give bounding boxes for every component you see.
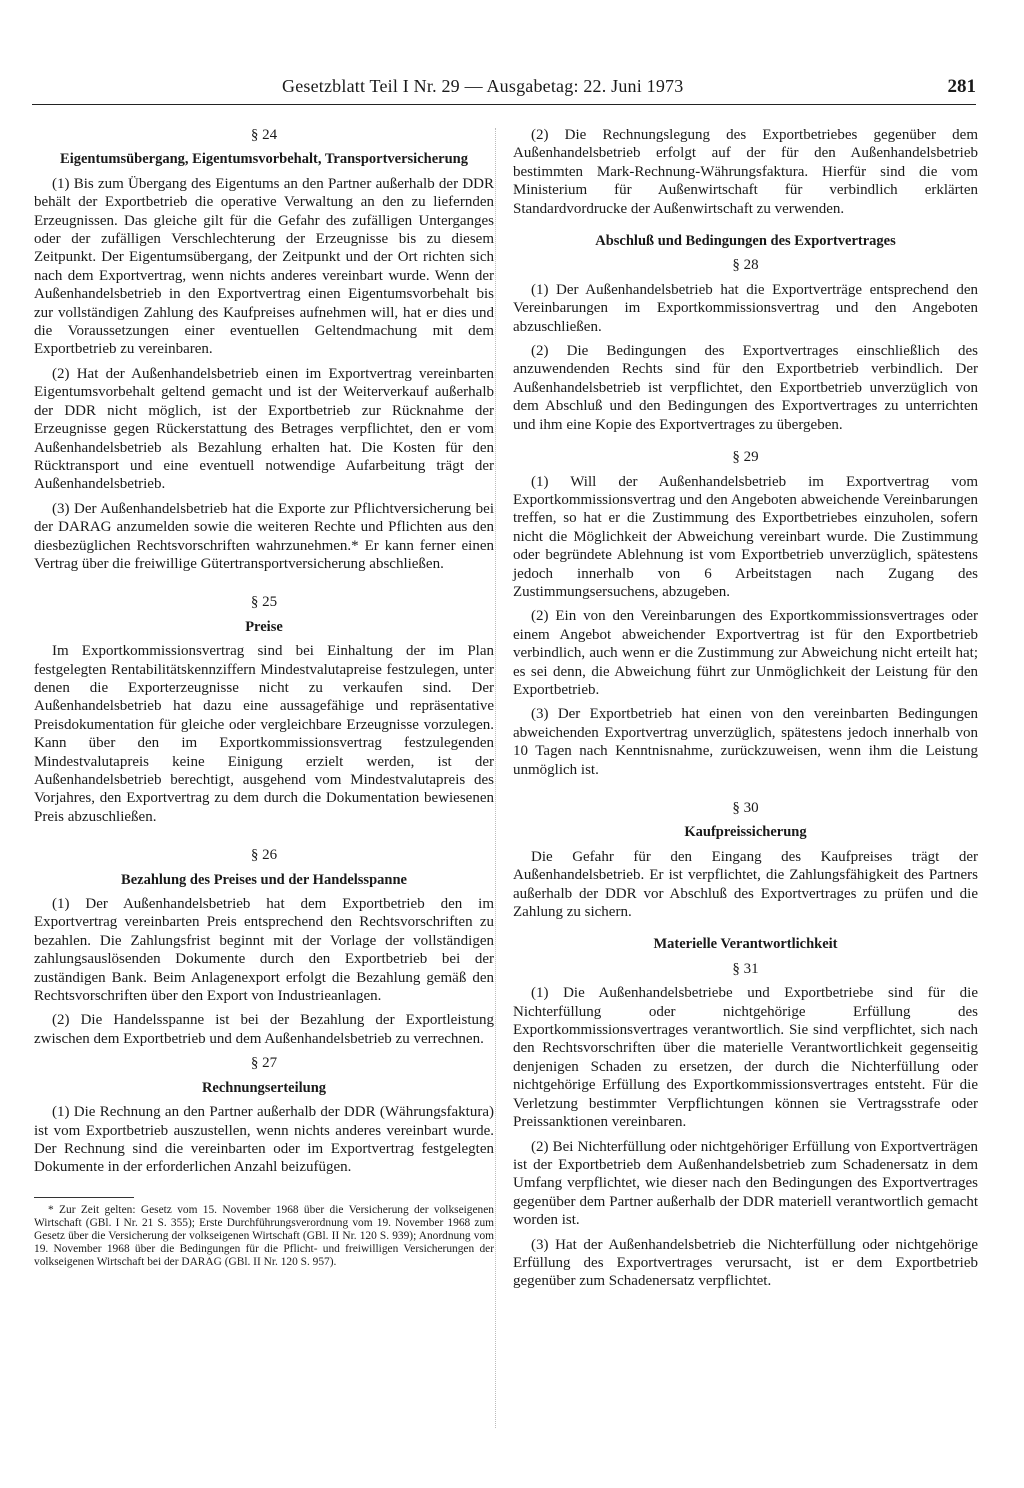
- section-number-27: § 27: [250, 1055, 278, 1072]
- page-number: 281: [947, 76, 976, 97]
- section-number-24: § 24: [250, 127, 278, 143]
- paragraph: (1) Die Rechnung an den Partner außerhalb der DDR (Währungsfaktura) ist vom Exportbetrieb auszustellen, wenn nichts anderes vereinbart wurde. Der Rechnung sind die vereinbarten oder im Exportvertrag festgelegten Dokumente in der erforderlichen Anzahl beizufügen.: [34, 1104, 494, 1176]
- left-column: [34, 126, 494, 1269]
- section-number-31: § 31: [732, 960, 759, 977]
- section-heading-30: Kaufpreissicherung: [684, 824, 807, 841]
- paragraph: (1) Will der Außenhandelsbetrieb im Exportvertrag vom Exportkommissionsvertrag und den Angeboten abweichende Vereinbarungen treffen, so hat er die Zustimmung des Exportbetriebes einzuholen, sofern nicht die Möglichkeit der Abweichung vereinbart wurde. Die Zustimmung oder begründete Ablehnung ist vom Exportbetrieb unverzüglich, spätestens jedoch innerhalb von 6 Arbeitstagen nach Zugang des Zustimmungsersuchens, abzugeben.: [513, 473, 978, 600]
- section-heading-27: Rechnungserteilung: [201, 1079, 327, 1096]
- publication-title: Gesetzblatt Teil I Nr. 29 — Ausgabetag: 22. Juni 1973: [282, 76, 684, 96]
- paragraph: (3) Hat der Außenhandelsbetrieb die Nichterfüllung oder nichtgehörige Erfüllung des Exportvertrages verursacht, ist er dem Exportbetrieb gegenüber zum Schadenersatz verpflichtet.: [513, 1236, 978, 1290]
- section-number-26: § 26: [250, 847, 278, 864]
- page-header: [32, 74, 976, 105]
- group-heading-verantwortlichkeit: Materielle Verantwortlichkeit: [653, 936, 838, 953]
- paragraph: (2) Die Bedingungen des Exportvertrages einschließlich des anzuwendenden Rechts sind für den Exportbetrieb verbindlich. Der Außenhandelsbetrieb ist verpflichtet, den Exportbetrieb unverzüglich von dem Abschluß und den Bedingungen des Exportvertrages zu unterrichten und ihm eine Kopie des Exportvertrages zu übergeben.: [513, 343, 978, 433]
- paragraph: (2) Ein von den Vereinbarungen des Exportkommissionsvertrages oder einem Angebot abweichender Exportvertrag ist für den Exportbetrieb verbindlich, auch wenn er die Zustimmung zur Abweichung nicht erteilt hat; es sei denn, die Abweichung führt zur Unmöglichkeit der Leistung für den Exportbetrieb.: [513, 608, 978, 698]
- paragraph: (2) Hat der Außenhandelsbetrieb einen im Exportvertrag vereinbarten Eigentumsvorbehalt geltend gemacht und ist der Weiterverkauf außerhalb der DDR nicht möglich, ist der Exportbetrieb zur Rücknahme der Erzeugnisse gegen Rückerstattung des Betrages verpflichtet, den er vom Außenhandelsbetrieb als Bezahlung erhalten hat. Die Kosten für den Rücktransport und eine eventuell notwendige Aufarbeitung trägt der Außenhandelsbetrieb.: [34, 365, 494, 493]
- paragraph: (2) Die Handelsspanne ist bei der Bezahlung der Exportleistung zwischen dem Exportbetrieb und dem Außenhandelsbetrieb zu verrechnen.: [34, 1012, 494, 1047]
- footnote: * Zur Zeit gelten: Gesetz vom 15. November 1968 über die Versicherung der volkseigenen Wirtschaft (GBl. I Nr. 21 S. 355); Erste Durchführungsverordnung vom 19. November 1968 zum Gesetz über die Versicherung der volkseigenen Wirtschaft (GBl. II Nr. 120 S. 939); Anordnung vom 19. November 1968 über die Bedingungen für die Pflicht- und freiwilligen Versicherungen der volkseigenen Wirtschaft bei der DARAG (GBl. II Nr. 120 S. 957).: [34, 1203, 494, 1268]
- paragraph: Im Exportkommissionsvertrag sind bei Einhaltung der im Plan festgelegten Rentabilitätskennziffern Mindestvalutapreise festzulegen, unter denen die Exporterzeugnisse nicht zu verkaufen sind. Der Außenhandelsbetrieb hat dazu eine aussagefähige und repräsentative Preisdokumentation für gleiche oder vergleichbare Erzeugnisse vorzulegen. Kann über den im Exportkommissionsvertrag festzulegenden Mindestvalutapreis keine Einigung erzielt werden, ist der Außenhandelsbetrieb berechtigt, ausgehend vom Mindestvalutapreis des Vorjahres, den Exportvertrag zu dem durch die Dokumentation bewiesenen Preis abzuschließen.: [34, 643, 494, 825]
- section-heading-25: Preise: [245, 618, 283, 635]
- paragraph: (3) Der Außenhandelsbetrieb hat die Exporte zur Pflichtversicherung bei der DARAG anzumelden sowie die weiteren Rechte und Pflichten aus den diesbezüglichen Rechtsvorschriften wahrzunehmen.* Er kann ferner einen Vertrag über die freiwillige Gütertransportversicherung abschließen.: [34, 500, 494, 572]
- paragraph: (1) Der Außenhandelsbetrieb hat die Exportverträge entsprechend den Vereinbarungen im Exportkommissionsvertrag und den Angeboten abzuschließen.: [513, 281, 978, 335]
- paragraph: (1) Der Außenhandelsbetrieb hat dem Exportbetrieb den im Exportvertrag vereinbarten Preis entsprechend den Rechtsvorschriften zu bezahlen. Die Zahlungsfrist beginnt mit der Vorlage der vollständigen zahlungsauslösenden Dokumente durch den Exportbetrieb bei der zuständigen Bank. Beim Anlagenexport erfolgt die Bezahlung gemäß den Rechtsvorschriften über den Export von Industrieanlagen.: [34, 896, 494, 1005]
- paragraph: (3) Der Exportbetrieb hat einen von den vereinbarten Bedingungen abweichenden Exportvertrag unverzüglich, spätestens jedoch innerhalb von 10 Tagen nach Kenntnisnahme, zurückzuweisen, wenn ihm die Leistung unmöglich ist.: [513, 706, 978, 778]
- paragraph: (2) Bei Nichterfüllung oder nichtgehöriger Erfüllung von Exportverträgen ist der Exportbetrieb dem Außenhandelsbetrieb zum Schadenersatz in dem Umfang verpflichtet, wie dieser nach den Bedingungen des Exportvertrages gegenüber dem Partner außerhalb der DDR materiell verantwortlich gemacht worden ist.: [513, 1138, 978, 1229]
- section-number-28: § 28: [732, 257, 759, 274]
- paragraph: Die Gefahr für den Eingang des Kaufpreises trägt der Außenhandelsbetrieb. Er ist verpflichtet, die Zahlungsfähigkeit des Partners außerhalb der DDR vor Abschluß des Exportvertrages zu prüfen und die Zahlung zu sichern.: [513, 848, 978, 921]
- right-column: [513, 126, 978, 1297]
- paragraph: (1) Bis zum Übergang des Eigentums an den Partner außerhalb der DDR behält der Exportbetrieb die operative Verwaltung an den zu liefernden Erzeugnissen. Das gleiche gilt für die Gefahr des zufälligen Unterganges oder der zufälligen Verschlechterung der Erzeugnisse bis zu diesem Zeitpunkt. Der Eigentumsübergang, der Zeitpunkt und der Ort richten sich nach dem Exportvertrag, wenn nichts anderes vereinbart wurde. Wenn der Außenhandelsbetrieb in den Exportvertrag einen Eigentumsvorbehalt bis zur vollständigen Zahlung des Kaufpreises aufnehmen will, hat er dies und die Voraussetzungen einer eventuellen Geltendmachung mit dem Exportbetrieb zu vereinbaren.: [34, 175, 494, 358]
- section-number-25: § 25: [250, 594, 278, 611]
- section-number-30: § 30: [732, 800, 759, 816]
- section-number-29: § 29: [732, 449, 759, 466]
- group-heading-abschluss: Abschluß und Bedingungen des Exportvertrages: [595, 233, 896, 250]
- section-heading-24: Eigentumsübergang, Eigentumsvorbehalt, Transportversicherung: [60, 151, 468, 168]
- section-heading-26: Bezahlung des Preises und der Handelsspanne: [121, 871, 407, 888]
- column-divider: [495, 128, 496, 1428]
- paragraph: (2) Die Rechnungslegung des Exportbetriebes gegenüber dem Außenhandelsbetrieb erfolgt auf der für den Außenhandelsbetrieb bestimmten Mark-Rechnung-Währungsfaktura. Hierfür sind die vom Ministerium für Außenwirtschaft für verbindlich erklärten Standardvordrucke der Außenwirtschaft zu verwenden.: [513, 127, 978, 217]
- paragraph: (1) Die Außenhandelsbetriebe und Exportbetriebe sind für die Nichterfüllung oder nichtgehörige Erfüllung des Exportkommissionsvertrages verantwortlich. Sie sind verpflichtet, sich nach den Rechtsvorschriften über die materielle Verantwortlichkeit gegenseitig denjenigen Schaden zu ersetzen, der durch die Nichterfüllung oder nichtgehörige Erfüllung des Exportkommissionsvertrages entsteht. Für die Verletzung bestimmter Verpflichtungen können sie Vertragsstrafe oder Preissanktionen vereinbaren.: [513, 985, 978, 1131]
- footnote-rule: [34, 1197, 134, 1198]
